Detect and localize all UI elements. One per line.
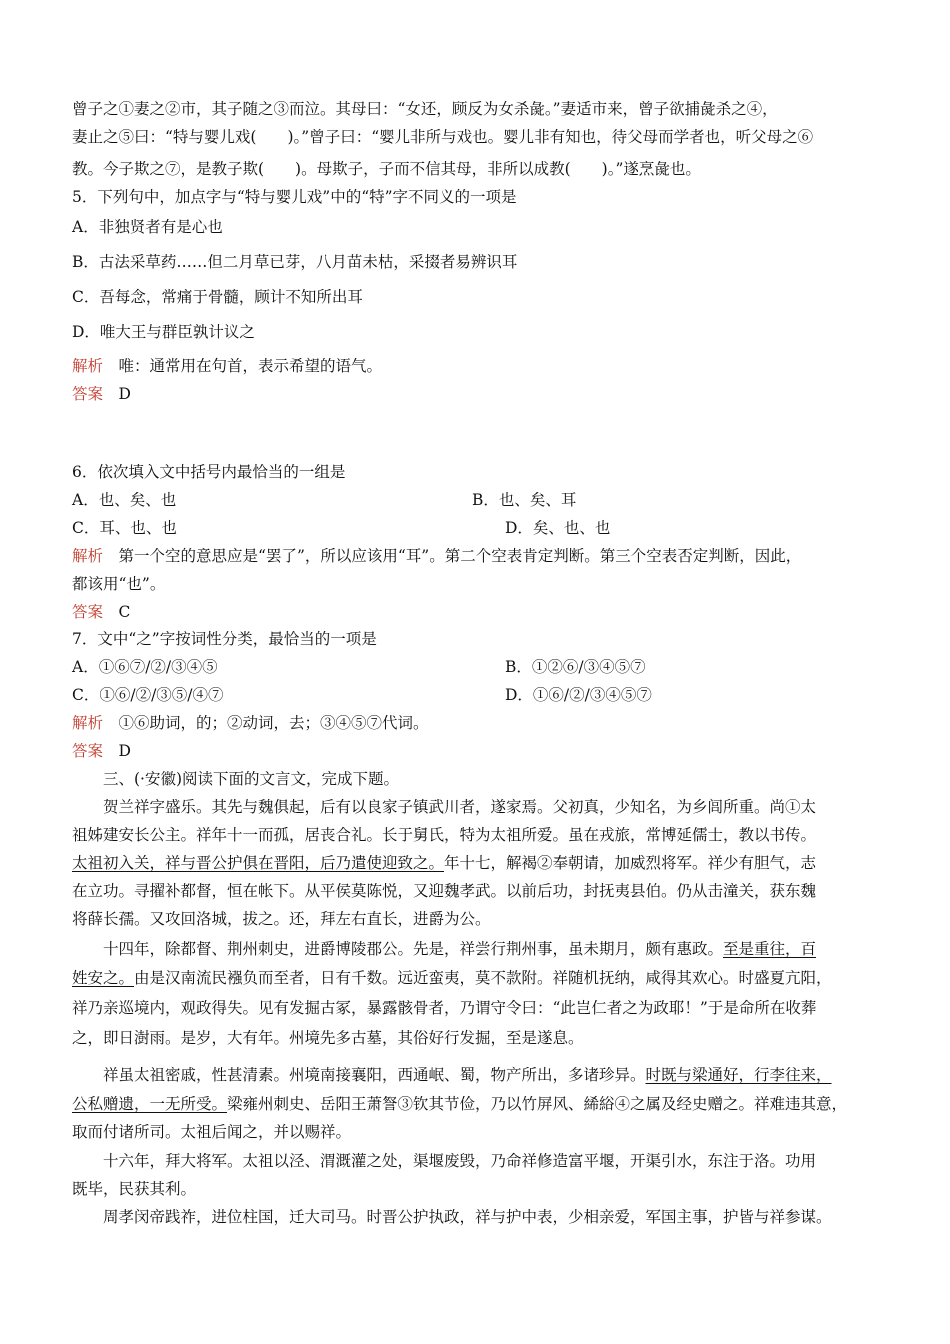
q5-option-b: B．古法采草药……但二月草已芽，八月苗未枯，采掇者易辨识耳 [72, 253, 518, 271]
q5-analysis [72, 355, 892, 377]
q6-analysis [72, 545, 892, 567]
q6-option-d: D．矣、也、也 [505, 519, 611, 537]
q7-answer [72, 740, 892, 762]
question-5-stem: 5．下列句中，加点字与“特与婴儿戏”中的“特”字不同义的一项是 [72, 188, 517, 206]
text-line-7 [72, 967, 892, 989]
analysis-label: 解析 [72, 547, 104, 565]
q7-option-a: A．①⑥⑦/②/③④⑤ [72, 658, 218, 676]
q6-option-b: B．也、矣、耳 [472, 491, 577, 509]
analysis-label: 解析 [72, 357, 104, 375]
q5-option-c: C．吾每念，常痛于骨髓，顾计不知所出耳 [72, 288, 363, 306]
text-line-5: 将薛长孺。又攻回洛城，拔之。还，拜左右直长，进爵为公。 [72, 910, 491, 928]
text-line-15: 周孝闵帝践祚，进位柱国，迁大司马。时晋公护执政，祥与护中表，少相亲爱，军国主事，护皆与祥参谋。 [103, 1208, 832, 1226]
underlined-sentence-1: 太祖初入关，祥与晋公护俱在晋阳，后乃遣使迎致之。 [72, 854, 445, 872]
section-3-heading: 三、(·安徽)阅读下面的文言文，完成下题。 [103, 770, 400, 788]
answer-text: D [118, 385, 131, 403]
text-line-6 [103, 938, 923, 960]
q6-option-c: C．耳、也、也 [72, 519, 177, 537]
q7-option-b: B．①②⑥/③④⑤⑦ [505, 658, 646, 676]
underlined-sentence-2a: 至是重往，百 [723, 940, 817, 958]
text-line-8: 祥乃亲巡境内，观政得失。见有发掘古冢，暴露骸骨者，乃谓守令曰：“此岂仁者之为政耶！”于是命所在收葬 [72, 999, 817, 1017]
text-line-6-start: 十四年，除都督、荆州刺史，进爵博陵郡公。先是，祥尝行荆州事，虽未期月，颇有惠政。 [103, 940, 724, 958]
text-line-9: 之，即日澍雨。是岁，大有年。州境先多古墓，其俗好行发掘，至是遂息。 [72, 1029, 584, 1047]
text-line-11-rest: 梁雍州刺史、岳阳王萧詧③钦其节俭，乃以竹屏风、絺綌④之属及经史赠之。祥难违其意， [227, 1095, 848, 1113]
text-line-10 [103, 1064, 923, 1086]
analysis-label: 解析 [72, 714, 104, 732]
q5-option-d: D．唯大王与群臣孰计议之 [72, 323, 255, 341]
passage-line-3: 教。今子欺之⑦，是教子欺( )。母欺子，子而不信其母，非所以成教( )。”遂烹彘也。 [72, 160, 701, 178]
text-line-10-start: 祥虽太祖密戚，性甚清素。州境南接襄阳，西通岷、蜀，物产所出，多诸珍异。 [103, 1066, 646, 1084]
text-line-3-rest: 年十七，解褐②奉朝请，加威烈将军。祥少有胆气，志 [444, 854, 817, 872]
q5-option-a: A．非独贤者有是心也 [72, 218, 223, 236]
underlined-sentence-3b: 公私赠遗，一无所受。 [72, 1095, 228, 1113]
analysis-text: ①⑥助词，的；②动词，去；③④⑤⑦代词。 [118, 714, 429, 732]
q7-analysis [72, 712, 892, 734]
analysis-text: 第一个空的意思应是“罢了”，所以应该用“耳”。第二个空表肯定判断。第三个空表否定判断，因此， [118, 547, 802, 565]
text-line-4: 在立功。寻擢补都督，恒在帐下。从平侯莫陈悦，又迎魏孝武。以前后功，封抚夷县伯。仍从击潼关，获东魏 [72, 882, 817, 900]
answer-label: 答案 [72, 603, 104, 621]
answer-text: C [118, 603, 131, 621]
passage-line-2: 妻止之⑤曰：“特与婴儿戏( )。”曾子曰：“婴儿非所与戏也。婴儿非有知也，待父母而学者也，听父母之⑥ [72, 128, 814, 146]
text-line-7-rest: 由是汉南流民襁负而至者，日有千数。远近蛮夷，莫不款附。祥随机抚纳，咸得其欢心。时盛夏亢阳， [134, 969, 832, 987]
q6-analysis-cont: 都该用“也”。 [72, 575, 166, 593]
text-line-3 [72, 852, 892, 874]
q7-option-c: C．①⑥/②/③⑤/④⑦ [72, 686, 224, 704]
q7-option-d: D．①⑥/②/③④⑤⑦ [505, 686, 652, 704]
text-line-11 [72, 1093, 892, 1115]
question-6-stem: 6．依次填入文中括号内最恰当的一组是 [72, 463, 346, 481]
analysis-text: 唯：通常用在句首，表示希望的语气。 [118, 357, 383, 375]
text-line-13: 十六年，拜大将军。太祖以泾、渭溉灌之处，渠堰废毁，乃命祥修造富平堰，开渠引水，东注于洛。功用 [103, 1152, 817, 1170]
q5-answer [72, 383, 892, 405]
text-line-1: 贺兰祥字盛乐。其先与魏俱起，后有以良家子镇武川者，遂家焉。父初真，少知名，为乡闾所重。尚①太 [103, 798, 817, 816]
text-line-14: 既毕，民获其利。 [72, 1180, 197, 1198]
underlined-sentence-2b: 姓安之。 [72, 969, 135, 987]
underlined-sentence-3a: 时既与梁通好，行李往来， [645, 1066, 832, 1084]
passage-line-1: 曾子之①妻之②市，其子随之③而泣。其母曰：“女还，顾反为女杀彘。”妻适市来，曾子欲捕彘杀之④， [72, 100, 778, 118]
answer-text: D [118, 742, 131, 760]
text-line-2: 祖姊建安长公主。祥年十一而孤，居丧合礼。长于舅氏，特为太祖所爱。虽在戎旅，常博延儒士，教以书传。 [72, 826, 817, 844]
q6-answer [72, 601, 892, 623]
answer-label: 答案 [72, 385, 104, 403]
question-7-stem: 7．文中“之”字按词性分类，最恰当的一项是 [72, 630, 377, 648]
q6-option-a: A．也、矣、也 [72, 491, 177, 509]
text-line-12: 取而付诸所司。太祖后闻之，并以赐祥。 [72, 1123, 352, 1141]
answer-label: 答案 [72, 742, 104, 760]
